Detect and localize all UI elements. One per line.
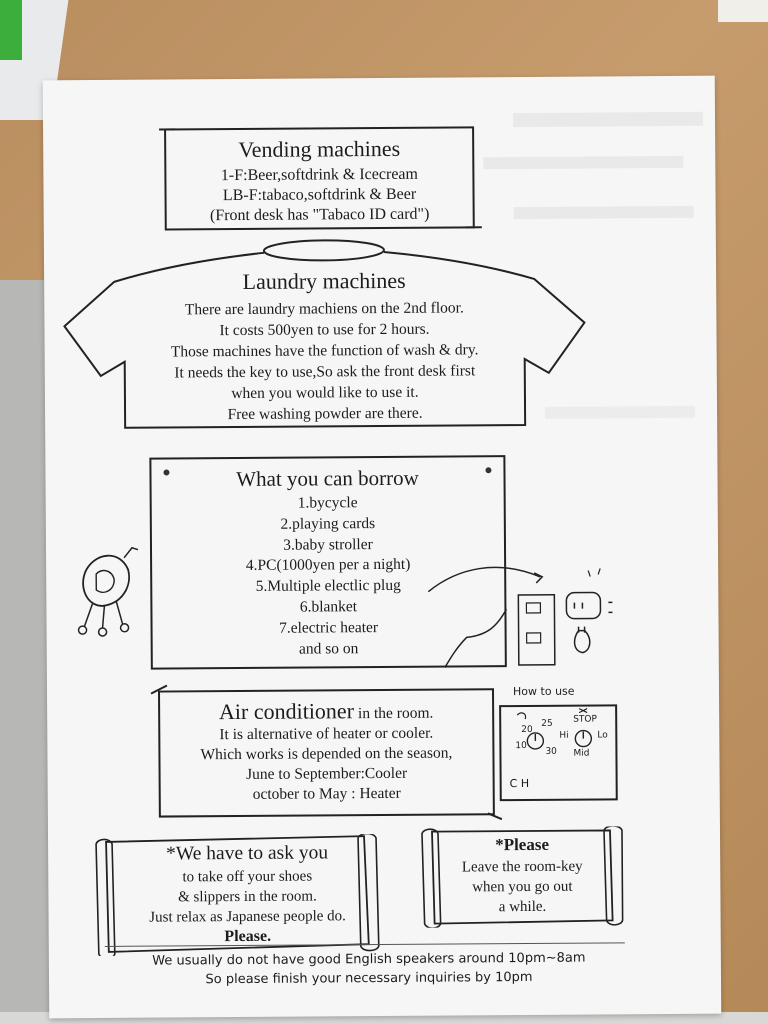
air-line-4: october to May : Heater [252,784,401,803]
remote-dials [501,706,616,799]
footer-note [89,948,649,990]
laundry-line-3: Those machines have the function of wash & dry. [170,341,479,361]
air-title-suffix: in the room. [357,704,434,723]
laundry-section [104,267,545,426]
vending-section [165,127,474,229]
key-line-2: when you go out [472,878,573,896]
borrow-item-7: 7.electric heater [279,618,379,637]
borrow-item-6: 6.blanket [299,598,358,616]
background-green-object [0,0,22,60]
shoes-line-1: to take off your shoes [182,868,313,886]
borrow-item-2: 2.playing cards [280,514,376,533]
shoes-closing: Please. [224,927,272,946]
baby-stroller-icon [66,540,157,641]
pin-icon [163,469,169,475]
laundry-line-4: It needs the key to use,So ask the front desk first [174,362,476,382]
background-card [718,0,768,22]
footer-line-1: We usually do not have good English speakers around 10pm~8am [152,950,586,969]
laundry-line-6: Free washing powder are there. [227,404,423,424]
shoes-section [112,842,383,948]
show-through-mark [514,206,694,219]
mid-label: Mid [573,748,590,759]
hi-label: Hi [559,730,569,741]
borrow-item-3: 3.baby stroller [283,535,373,554]
remote-control-drawing [499,704,618,801]
show-through-mark [483,156,683,169]
mode-label: C H [509,776,530,791]
key-line-3: a while. [498,898,547,916]
vending-line-3: (Front desk has "Tabaco ID card") [209,205,430,225]
pin-icon [485,467,491,473]
vending-line-2: LB-F:tabaco,softdrink & Beer [222,185,417,205]
laundry-line-2: It costs 500yen to use for 2 hours. [219,320,430,340]
borrow-item-4: 4.PC(1000yen per a night) [245,556,411,575]
key-title: *Please [495,834,550,855]
stop-label: STOP [573,714,597,725]
shoes-line-2: & slippers in the room. [178,888,317,906]
laundry-title: Laundry machines [242,267,406,294]
air-title: Air conditioner [218,698,355,725]
shoes-title: *We have to ask you [166,842,329,865]
borrow-item-8: and so on [298,639,359,658]
show-through-mark [513,112,703,127]
laundry-line-1: There are laundry machiens on the 2nd floor. [184,299,464,319]
vending-line-1: 1-F:Beer,softdrink & Icecream [220,165,418,185]
temp-label-30: 30 [545,746,557,757]
air-line-1: It is alternative of heater or cooler. [219,724,434,744]
footer-line-2: So please finish your necessary inquiries by 10pm [205,969,533,988]
shoes-line-3: Just relax as Japanese people do. [149,908,346,926]
temp-label-20: 20 [521,724,533,736]
howto-label: How to use [512,684,575,699]
vending-title: Vending machines [238,135,401,162]
air-section [159,689,494,816]
key-section [428,834,617,917]
air-line-2: Which works is depended on the season, [200,744,453,764]
borrow-item-5: 5.Multiple electlic plug [255,577,401,596]
key-line-1: Leave the room-key [461,858,583,876]
laundry-line-5: when you would like to use it. [231,383,419,403]
temp-label-10: 10 [515,740,527,752]
notice-sheet [43,76,722,1019]
air-line-3: June to September:Cooler [246,764,408,783]
lo-label: Lo [597,730,608,741]
temp-label-25: 25 [541,718,553,729]
borrow-title: What you can borrow [236,465,419,492]
power-outlet-drawing [418,546,639,678]
borrow-item-1: 1.bycycle [297,494,358,512]
